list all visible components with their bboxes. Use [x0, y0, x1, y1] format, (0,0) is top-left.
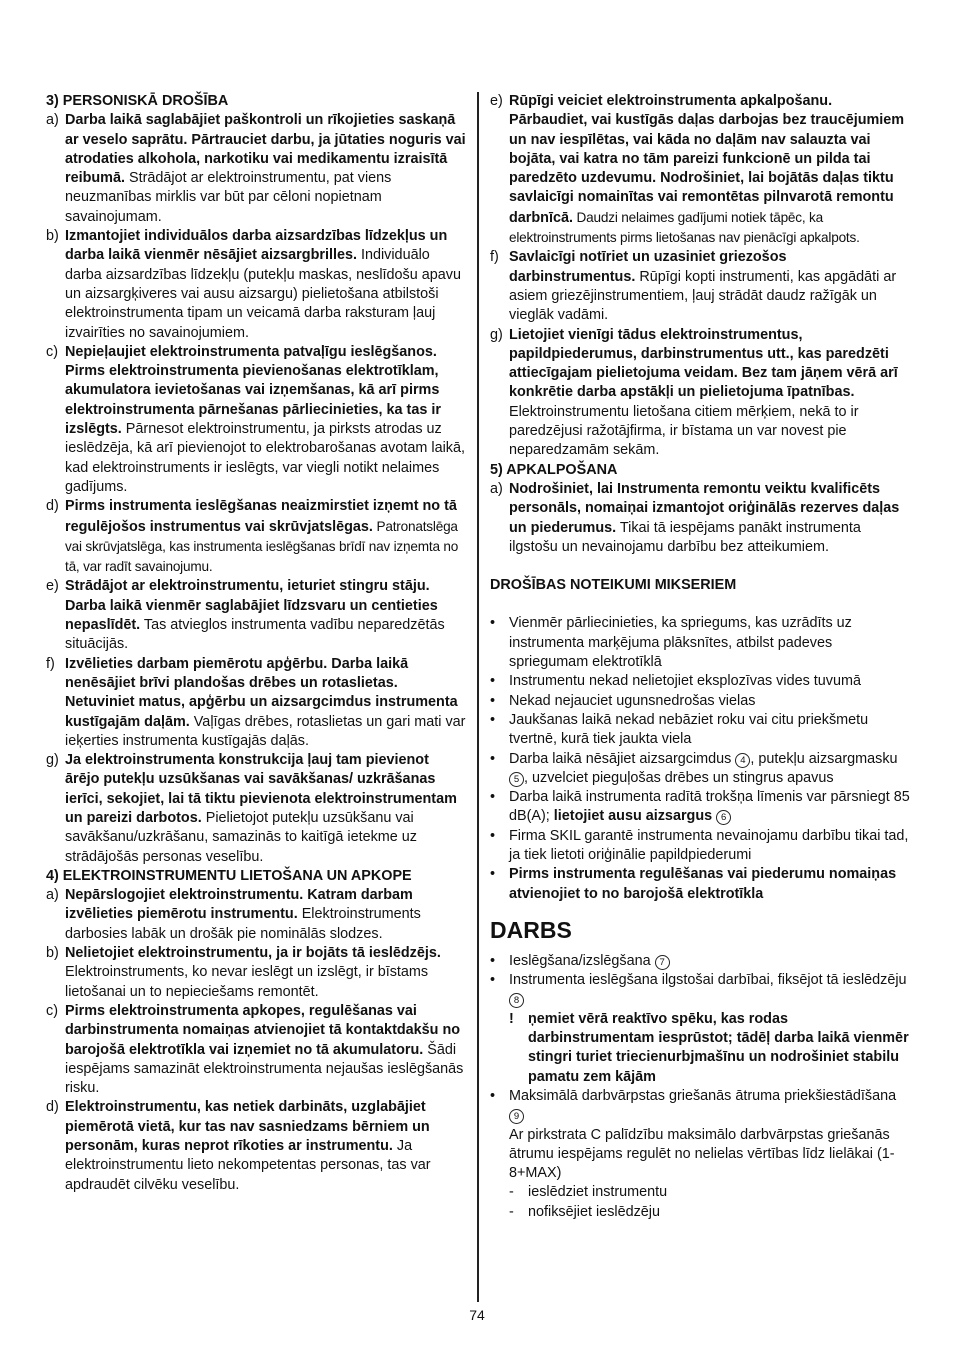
section-heading-service: 5) APKALPOŠANA — [490, 461, 618, 478]
callout-number-icon: 7 — [655, 955, 670, 970]
list-item: e) Rūpīgi veiciet elektroinstrumenta apkalpošanu. Pārbaudiet, vai kustīgās daļas darbojas bez traucējumiem un nav iespīlētas, vai kāda no daļām nav salauzta vai bojāta, vai katra no tām pareizi funkcionē un pilda tai paredzēto uzdevumu. Nodrošiniet, lai bojātās daļas tiktu savlaicīgi nomainītas vai remontētas pilnvarotā remontu darbnīcā. Daudzi nelaimes gadījumi notiek tāpēc, ka elektroinstruments pirms lietošanas nav pienācīgi apkalpots. — [490, 93, 905, 246]
exclamation-icon: ! — [509, 1010, 514, 1027]
list-item: d) Elektroinstrumentu, kas netiek darbināts, uzglabājiet piemērotā vietā, kur tas nav sasniedzams bērniem un personām, kuras neprot rīkoties ar instrumentu. Ja elektroinstrumentu lieto nekompetentas personas, tas var apdraudēt cilvēku veselību. — [46, 1099, 431, 1193]
bullet-item: • Ieslēgšana/izslēgšana 7 — [490, 952, 910, 971]
page-number: 74 — [469, 1307, 485, 1323]
list-item: a) Nepārslogojiet elektroinstrumentu. Katram darbam izvēlieties piemērotu instrumentu. Elektroinstruments darbosies labāk un drošāk pie nominālās slodzes. — [46, 887, 421, 942]
list-item: d) Pirms instrumenta ieslēgšanas neaizmirstiet izņemt no tā regulējošos instrumentus vai skrūvjatslēgas. Patronatslēga vai skrūvjatslēga, kas instrumenta ieslēgšanas brīdī nav izņemta no tā, var radīt savainojumu. — [46, 498, 459, 575]
callout-number-icon: 8 — [509, 993, 524, 1008]
bullet-item: • Darba laikā nēsājiet aizsargcimdus 4 , putekļu aizsargmasku 5 , uzvelciet pieguļošas drēbes un stingrus apavus — [490, 750, 898, 786]
bullet-item: • Vienmēr pārliecinieties, ka spriegums, kas uzrādīts uz instrumenta marķējuma plāksnītes, atbilst padeves spriegumam elektrotīklā — [490, 615, 852, 671]
list-item: g) Lietojiet vienīgi tādus elektroinstrumentus, papildpiederumus, darbinstrumentus utt., kas paredzēti attiecīgajam pielietojuma veidam. Bez tam jāņem vērā arī konkrētie darba apstākļi un pielietojuma īpatnības. Elektroinstrumentu lietošana citiem mērķiem, nekā to ir paredzējusi ražotājfirma, ir bīstama un var novest pie neparedzamām sekām. — [490, 326, 898, 459]
list-item: b) Izmantojiet individuālos darba aizsardzības līdzekļus un darba laikā vienmēr nēsājiet aizsargbrilles. Individuālo darba aizsardzības līdzekļu (putekļu maskas, neslīdošu apavu un aizsargķiveres vai ausu aizsargu) pielietošana atbilstoši elektroinstrumenta tipam un veicamā darba raksturam ļauj izvairīties no savainojumiem. — [46, 228, 461, 341]
list-item: f) Savlaicīgi notīriet un uzasiniet griezošos darbinstrumentus. Rūpīgi kopti instrumenti, kas apgādāti ar asiem griezējinstrumentiem, ļauj strādāt daudz ražīgāk un vieglāk vadāmi. — [490, 249, 897, 324]
section-heading-operation: DARBS — [490, 916, 572, 943]
list-item: a) Nodrošiniet, lai Instrumenta remontu veiktu kvalificēts personāls, nomaiņai izmantojot oriģinālās rezerves daļas un piederumus. Tikai tā iespējams panākt instrumenta ilgstošu un nevainojamu darbību bez atteikumiem. — [490, 480, 900, 555]
callout-number-icon: 9 — [509, 1109, 524, 1124]
list-item: f) Izvēlieties darbam piemērotu apģērbu. Darba laikā nenēsājiet brīvi plandošas drēbes un rotaslietas. Netuviniet matus, apģērbu un aizsargcimdus instrumenta kustīgajām daļām. Vaļīgas drēbes, rotaslietas un gari mati var ieķerties instrumenta kustīgajās daļās. — [46, 655, 466, 749]
left-column — [46, 92, 466, 1195]
list-item: g) Ja elektroinstrumenta konstrukcija ļauj tam pievienot ārējo putekļu uzsūkšanas vai savākšanas/ uzkrāšanas ierīci, sekojiet, lai tā tiktu pievienota elektroinstrumentam un pareizi darbotos. Pielietojot putekļu uzsūkšanu vai savākšanu/uzkrāšanu, samazinās to kaitīgā ietekme uz strādājošās personas veselību. — [46, 752, 457, 865]
callout-number-icon: 4 — [735, 753, 750, 768]
bullet-item: • Pirms instrumenta regulēšanas vai piederumu nomaiņas atvienojiet to no barojošā elektrotīkla — [490, 866, 897, 902]
section-heading-personal-safety: 3) PERSONISKĀ DROŠĪBA — [46, 93, 229, 109]
bullet-item: • Maksimālā darbvārpstas griešanās ātruma priekšiestādīšana 9 — [490, 1087, 897, 1123]
bullet-item: • Jaukšanas laikā nekad nebāziet roku vai citu priekšmetu tvertnē, kurā tiek jaukta viela — [490, 711, 869, 748]
list-item: c) Pirms elektroinstrumenta apkopes, regulēšanas vai darbinstrumenta nomaiņas atvienojiet tā kontaktdakšu no barojošā elektrotīkla vai izņemiet no tā akumulatoru. Šādi iespējams samazināt elektroinstrumenta nejaušas ieslēgšanās risku. — [46, 1002, 464, 1097]
bullet-item: • Instrumenta ieslēgšana ilgstošai darbībai, fiksējot tā ieslēdzēju 8 — [490, 972, 907, 1007]
list-item: a) Darba laikā saglabājiet paškontroli un rīkojieties saskaņā ar veselo saprātu. Pārtrauciet darbu, ja jūtaties noguris vai atrodaties alkohola, narkotiku vai medikamentu izraisītā reibumā. Strādājot ar elektroinstrumentu, pat viens neuzmanības mirklis var būt par cēloni nopietnam savainojumam. — [46, 112, 466, 225]
list-item: e) Strādājot ar elektroinstrumentu, ieturiet stingru stāju. Darba laikā vienmēr saglabājiet līdzsvaru un centieties nepaslīdēt. Tas atvieglos instrumenta vadību neparedzētās situācijās. — [46, 578, 445, 653]
bullet-item: • Firma SKIL garantē instrumenta nevainojamu darbību tikai tad, ja tiek lietoti oriģinālie papildpiederumi — [490, 827, 909, 863]
section-heading-mixer-safety: DROŠĪBAS NOTEIKUMI MIKSERIEM — [490, 577, 737, 594]
bullet-item: • Instrumentu nekad nelietojiet eksplozīvas vides tuvumā — [490, 673, 861, 690]
dash-item: - nofiksējiet ieslēdzēju — [509, 1203, 660, 1220]
bullet-item: • Nekad nejauciet ugunsnedrošas vielas — [490, 692, 756, 709]
paragraph: Ar pirkstrata C palīdzību maksimālo darbvārpstas griešanās ātrumu iespējams regulēt no nelielas vērtības līdz lielākai (1-8+MAX) — [509, 1126, 895, 1182]
list-item: b) Nelietojiet elektroinstrumentu, ja ir bojāts tā ieslēdzējs. Elektroinstruments, ko nevar ieslēgt un izslēgt, ir bīstams lietošanai un to nepieciešams remontēt. — [46, 945, 441, 1000]
callout-number-icon: 6 — [716, 810, 731, 825]
warning-item: ! ņemiet vērā reaktīvo spēku, kas rodas darbinstrumentam iesprūstot; tādēļ darba laikā vienmēr stingri turiet triecienurbjmašīnu un nodrošiniet stabilu pamatu zem kājām — [509, 1010, 909, 1085]
column-divider — [477, 92, 479, 1302]
bullet-item: • Darba laikā instrumenta radītā trokšņa līmenis var pārsniegt 85 dB(A); lietojiet ausu aizsargus 6 — [490, 789, 910, 825]
callout-number-icon: 5 — [509, 772, 524, 787]
list-item: c) Nepieļaujiet elektroinstrumenta patvaļīgu ieslēgšanos. Pirms elektroinstrumenta pievienošanas elektrotīklam, akumulatora ievietošanas vai izņemšanas, kā arī pirms elektroinstrumenta pārnešanas pārliecinieties, ka tas ir izslēgts. Pārnesot elektroinstrumentu, ja pirksts atrodas uz ieslēdzēja, kā arī pievienojot to elektrobarošanas avotam laikā, kad elektroinstruments ir ieslēgts, var viegli notikt nelaimes gadījums. — [46, 343, 465, 495]
right-column — [490, 92, 910, 1222]
section-heading-tool-use: 4) ELEKTROINSTRUMENTU LIETOŠANA UN APKOPE — [46, 867, 412, 884]
dash-item: - ieslēdziet instrumentu — [509, 1184, 668, 1201]
